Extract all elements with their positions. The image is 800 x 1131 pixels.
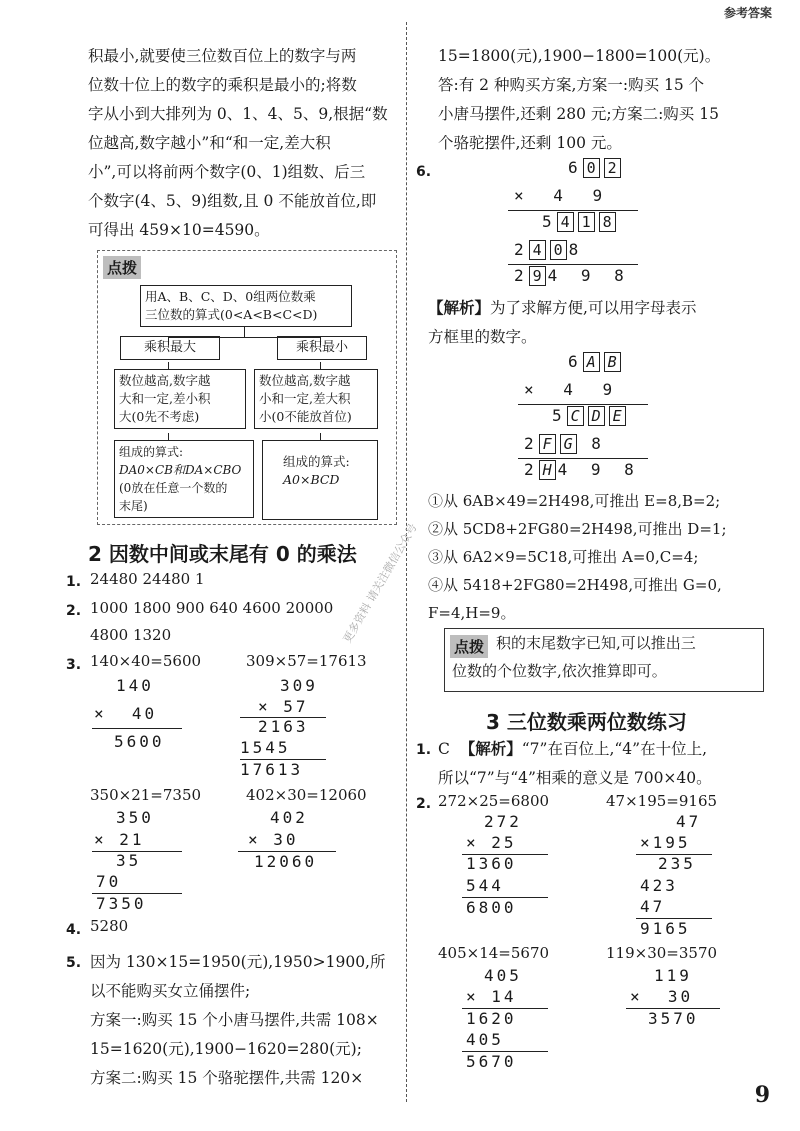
question-number: 1.	[416, 742, 432, 758]
analysis-line	[428, 296, 696, 318]
digit: 5	[542, 212, 555, 231]
intro-line: 个数字(4、5、9)组数,且 0 不能放首位,即	[88, 192, 377, 210]
letter-box: C	[567, 406, 584, 426]
equation: 402×30=12060	[246, 786, 367, 804]
formula-line: 末尾)	[119, 499, 148, 513]
question-number: 1.	[66, 574, 82, 590]
equation: 272×25=6800	[438, 792, 550, 810]
section-3-title: 3 三位数乘两位数练习	[486, 710, 687, 734]
calc-digit-row: 5 C D E	[552, 406, 628, 426]
step-line: ③从 6A2×9=5C18,可推出 A=0,C=4;	[428, 548, 699, 566]
q5-cont-line: 答:有 2 种购买方案,方案一:购买 15 个	[438, 76, 705, 94]
q5-line: 因为 130×15=1950(元),1950>1900,所	[90, 953, 386, 971]
intro-line: 位数十位上的数字的乘积是最小的;将数	[88, 76, 357, 94]
rule-line: 大和一定,差小积	[119, 391, 211, 406]
calc-digit-row: 12060	[254, 852, 318, 871]
calc-digit-row: 6 A B	[568, 352, 623, 372]
calc-digit-row: × 30	[248, 830, 299, 849]
digit: 4 9 8	[547, 266, 627, 285]
column-divider	[406, 22, 407, 1102]
intro-line: 位越高,数字越小”和“和一定,差大积	[88, 134, 331, 152]
calc-digit-row: 5600	[114, 732, 165, 751]
answer-box: 9	[529, 266, 546, 286]
q1-line: 所以“7”与“4”相乘的意义是 700×40。	[438, 769, 712, 787]
formula-line: 组成的算式:	[283, 454, 350, 469]
max-label-box: 乘积最大	[120, 336, 220, 360]
calc-digit-row: × 57	[258, 697, 309, 716]
intro-line: 积最小,就要使三位数百位上的数字与两	[88, 47, 357, 65]
q5-cont-line: 15=1800(元),1900−1800=100(元)。	[438, 47, 721, 65]
calc-digit-row: 2 H 4 9 8	[524, 460, 637, 479]
question-number: 5.	[66, 955, 82, 971]
step-line: ②从 5CD8+2FG80=2H498,可推出 D=1;	[428, 520, 727, 538]
answer-box: 2	[604, 158, 621, 178]
page-number: 9	[754, 1082, 770, 1108]
q4-answer: 5280	[90, 917, 129, 935]
calc-digit-row	[568, 158, 623, 178]
tip-line: 积的末尾数字已知,可以推出三	[496, 634, 696, 652]
letter-box: B	[604, 352, 621, 372]
calc-digit-row: 402	[270, 808, 308, 827]
calc-digit-row: 2163	[258, 717, 309, 736]
max-formula-box	[114, 440, 254, 518]
equation: 47×195=9165	[606, 792, 718, 810]
calc-digit-row: 47	[640, 897, 666, 916]
tip-tag: 点拨	[450, 635, 488, 658]
calc-digit-row: 1360	[466, 854, 517, 873]
digit: 6	[568, 158, 581, 177]
formula-line: 组成的算式:	[119, 445, 184, 459]
calc-digit-row	[514, 266, 627, 286]
calc-digit-row: 235	[658, 854, 696, 873]
calc-digit-row: × 21	[94, 830, 145, 849]
section-2-title: 2 因数中间或末尾有 0 的乘法	[88, 542, 357, 566]
equation: 309×57=17613	[246, 652, 367, 670]
letter-box: G	[560, 434, 577, 454]
rule-line: 小和一定,差大积	[259, 391, 351, 406]
flow-connector	[244, 327, 245, 337]
rule-line: 大(0先不考虑)	[119, 409, 200, 424]
intro-line: 小”,可以将前两个数字(0、1)组数、后三	[88, 163, 366, 181]
calc-digit-row: 405	[466, 1030, 504, 1049]
q5-line: 方案一:购买 15 个小唐马摆件,共需 108×	[90, 1011, 379, 1029]
calc-digit-row: ×195	[640, 833, 691, 852]
intro-line: 字从小到大排列为 0、1、4、5、9,根据“数	[88, 105, 388, 123]
letter-box: E	[609, 406, 626, 426]
calc-digit-row: 119	[654, 966, 692, 985]
calc-digit-row: 423	[640, 876, 678, 895]
calc-digit-row: × 14	[466, 987, 517, 1006]
page-header: 参考答案	[723, 6, 772, 20]
calc-digit-row: 3570	[648, 1009, 699, 1028]
formula-line: (0放在任意一个数的	[119, 481, 228, 495]
answer-box: 4	[529, 240, 546, 260]
max-rule-box	[114, 369, 246, 429]
calc-digit-row: × 30	[630, 987, 694, 1006]
q5-line: 15=1620(元),1900−1620=280(元);	[90, 1040, 362, 1058]
question-number: 4.	[66, 922, 82, 938]
calc-digit-row: 544	[466, 876, 504, 895]
digit: 8	[568, 240, 582, 259]
calc-digit-row: 2 F G 8	[524, 434, 604, 453]
tip-top-line: 三位数的算式(0<A<B<C<D)	[145, 307, 318, 322]
analysis-line: 方框里的数字。	[428, 328, 537, 346]
calc-line	[518, 458, 648, 459]
letter-box: H	[539, 460, 556, 480]
q1-line	[438, 737, 707, 759]
calc-digit-row: 5670	[466, 1052, 517, 1071]
answer-box: 4	[557, 212, 574, 232]
q5-line: 以不能购买女立俑摆件;	[90, 982, 251, 1000]
calc-digit-row: × 40	[94, 704, 158, 723]
calc-digit-row: 9165	[640, 919, 691, 938]
rule-line: 小(0不能放首位)	[259, 409, 352, 424]
calc-digit-row: 272	[484, 812, 522, 831]
min-formula-box	[262, 440, 378, 520]
calc-line	[508, 264, 638, 265]
letter-box: F	[539, 434, 556, 454]
q5-line: 方案二:购买 15 个骆驼摆件,共需 120×	[90, 1069, 364, 1087]
q5-cont-line: 个骆驼摆件,还剩 100 元。	[438, 134, 622, 152]
calc-digit-row: 7350	[96, 894, 147, 913]
q2-answer-line: 4800 1320	[90, 626, 172, 644]
q1-answer: 24480 24480 1	[90, 570, 205, 588]
letter-box: A	[583, 352, 600, 372]
digit: 2	[514, 240, 527, 259]
calc-digit-row: 405	[484, 966, 522, 985]
tip-top-box	[140, 285, 352, 327]
digit: 2	[514, 266, 527, 285]
question-number: 6.	[416, 164, 432, 180]
min-label-box: 乘积最小	[277, 336, 367, 360]
calc-digit-row: 6800	[466, 898, 517, 917]
question-number: 2.	[66, 603, 82, 619]
analysis-tag: 【解析】	[459, 739, 522, 758]
tip-line: 位数的个位数字,依次推算即可。	[452, 662, 667, 680]
answer-box: 0	[583, 158, 600, 178]
calc-digit-row: 17613	[240, 760, 304, 779]
equation: 140×40=5600	[90, 652, 202, 670]
analysis-tag: 【解析】	[428, 298, 491, 317]
calc-digit-row: 1545	[240, 738, 291, 757]
equation: 119×30=3570	[606, 944, 718, 962]
min-rule-box	[254, 369, 378, 429]
equation: 405×14=5670	[438, 944, 550, 962]
calc-digit-row: 309	[280, 676, 318, 695]
calc-digit-row: 1620	[466, 1009, 517, 1028]
answer-box: 1	[578, 212, 595, 232]
calc-digit-row: 350	[116, 808, 154, 827]
q1-choice: C	[438, 740, 450, 758]
calc-digit-row: 35	[116, 851, 142, 870]
analysis-text: 为了求解方便,可以用字母表示	[490, 299, 697, 317]
calc-digit-row: 70	[96, 872, 122, 891]
answer-box: 8	[599, 212, 616, 232]
step-line: ④从 5418+2FG80=2H498,可推出 G=0,	[428, 576, 722, 594]
calc-line	[92, 728, 182, 729]
rule-line: 数位越高,数字越	[119, 373, 211, 388]
intro-line: 可得出 459×10=4590。	[88, 221, 270, 239]
equation: 350×21=7350	[90, 786, 202, 804]
question-number: 2.	[416, 796, 432, 812]
q2-answer-line: 1000 1800 900 640 4600 20000	[90, 599, 334, 617]
tip-tag: 点拨	[103, 256, 141, 279]
step-line: ①从 6AB×49=2H498,可推出 E=8,B=2;	[428, 492, 721, 510]
rule-line: 数位越高,数字越	[259, 373, 351, 388]
calc-digit-row: × 25	[466, 833, 517, 852]
calc-line	[508, 210, 638, 211]
calc-digit-row	[542, 212, 618, 232]
calc-digit-row	[514, 240, 581, 260]
letter-box: D	[588, 406, 605, 426]
q1-text: “7”在百位上,“4”在十位上,	[521, 740, 708, 758]
calc-digit-row: 140	[116, 676, 154, 695]
answer-box: 0	[550, 240, 567, 260]
q5-cont-line: 小唐马摆件,还剩 280 元;方案二:购买 15	[438, 105, 719, 123]
watermark: 更多资料 请关注微信公众号	[340, 521, 420, 646]
tip-top-line: 用A、B、C、D、0组两位数乘	[145, 289, 316, 304]
calc-digit-row: 47	[676, 812, 702, 831]
calc-digit-row: × 4 9	[514, 186, 606, 205]
formula-line: A0×BCD	[283, 472, 340, 487]
formula-line: DA0×CB和DA×CBO	[119, 463, 242, 477]
calc-digit-row: × 4 9	[524, 380, 616, 399]
question-number: 3.	[66, 657, 82, 673]
step-line: F=4,H=9。	[428, 604, 516, 622]
calc-line	[518, 404, 648, 405]
